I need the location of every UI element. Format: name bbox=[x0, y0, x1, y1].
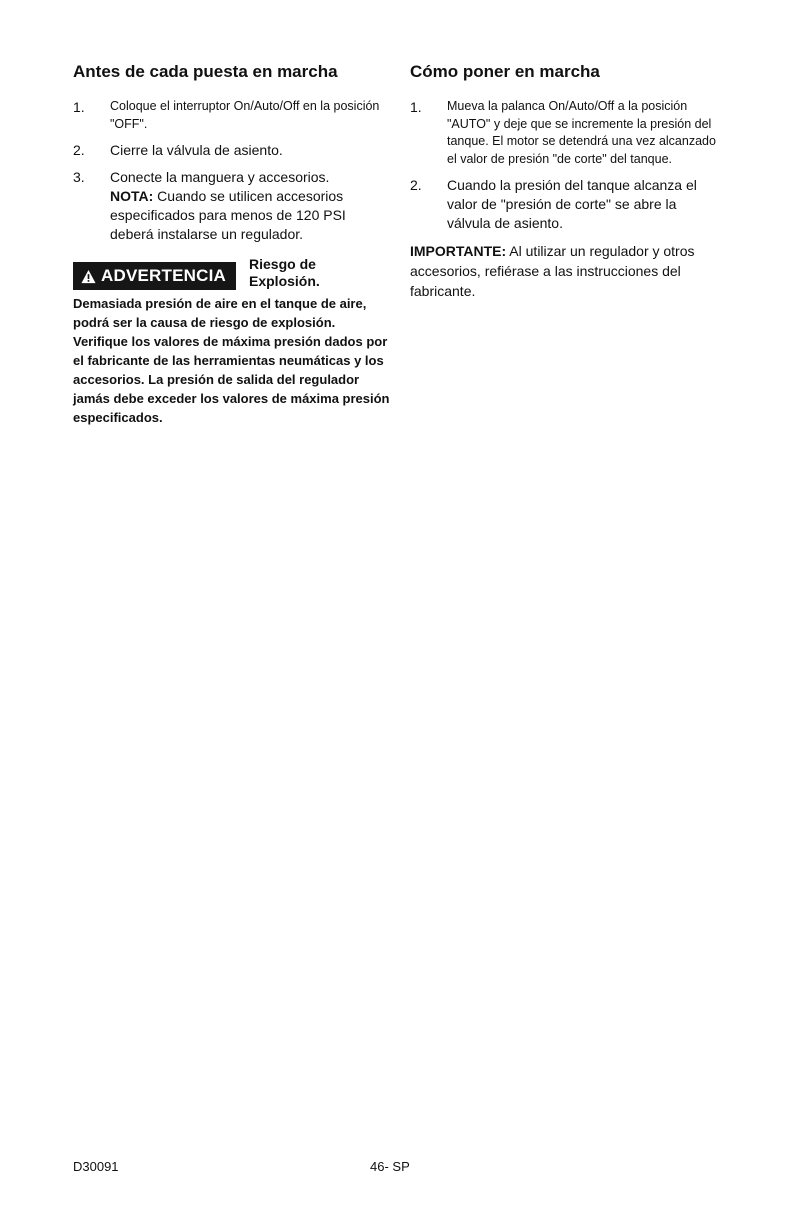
warning-badge bbox=[73, 262, 236, 290]
how-to-start-steps bbox=[410, 98, 720, 233]
note-label: NOTA: bbox=[110, 188, 154, 205]
step-body bbox=[110, 168, 393, 244]
warning-label: ADVERTENCIA bbox=[101, 266, 226, 286]
step-text: Conecte la manguera y accesorios. bbox=[110, 169, 330, 186]
step-text: Mueva la palanca On/Auto/Off a la posición "AUTO" y deje que se incremente la presión del tanque. El motor se detendrá una vez alcanzado el valor de presión "de corte" del tanque. bbox=[447, 99, 716, 166]
important-note bbox=[410, 241, 720, 301]
list-item bbox=[410, 176, 720, 233]
section-heading-how-to-start: Cómo poner en marcha bbox=[410, 62, 600, 81]
step-number: 2. bbox=[73, 142, 85, 159]
important-text: Al utilizar un regulador y otros accesorios, refiérase a las instrucciones del fabricante. bbox=[410, 243, 695, 300]
right-column bbox=[410, 62, 720, 315]
step-number: 2. bbox=[410, 177, 422, 194]
list-item bbox=[73, 141, 393, 160]
before-start-steps bbox=[73, 98, 393, 244]
step-number: 3. bbox=[73, 169, 85, 186]
important-label: IMPORTANTE: bbox=[410, 243, 507, 260]
note-text: Cuando se utilicen accesorios especificados para menos de 120 PSI deberá instalarse un regulador. bbox=[110, 188, 346, 243]
left-column bbox=[73, 62, 393, 427]
warning-triangle-icon bbox=[81, 269, 96, 284]
page-number: 46- SP bbox=[370, 1159, 410, 1174]
list-item bbox=[73, 98, 393, 133]
step-text: Coloque el interruptor On/Auto/Off en la posición "OFF". bbox=[110, 99, 380, 131]
section-heading-before-start: Antes de cada puesta en marcha bbox=[73, 62, 338, 81]
step-text: Cuando la presión del tanque alcanza el valor de "presión de corte" se abre la válvula de asiento. bbox=[447, 177, 697, 232]
warning-body: Demasiada presión de aire en el tanque de aire, podrá ser la causa de riesgo de explosión. Verifique los valores de máxima presión dados por el fabricante de las herramientas neumáticas y los accesorios. La presión de salida del regulador jamás debe exceder los valores de máxima presión especificados. bbox=[73, 296, 390, 426]
step-number: 1. bbox=[410, 99, 422, 116]
warning-risk-title: Riesgo de Explosión. bbox=[249, 256, 320, 290]
step-text: Cierre la válvula de asiento. bbox=[110, 142, 283, 159]
list-item bbox=[410, 98, 720, 168]
warning-header bbox=[73, 256, 393, 290]
step-number: 1. bbox=[73, 99, 85, 116]
document-code: D30091 bbox=[73, 1159, 119, 1174]
list-item bbox=[73, 168, 393, 244]
